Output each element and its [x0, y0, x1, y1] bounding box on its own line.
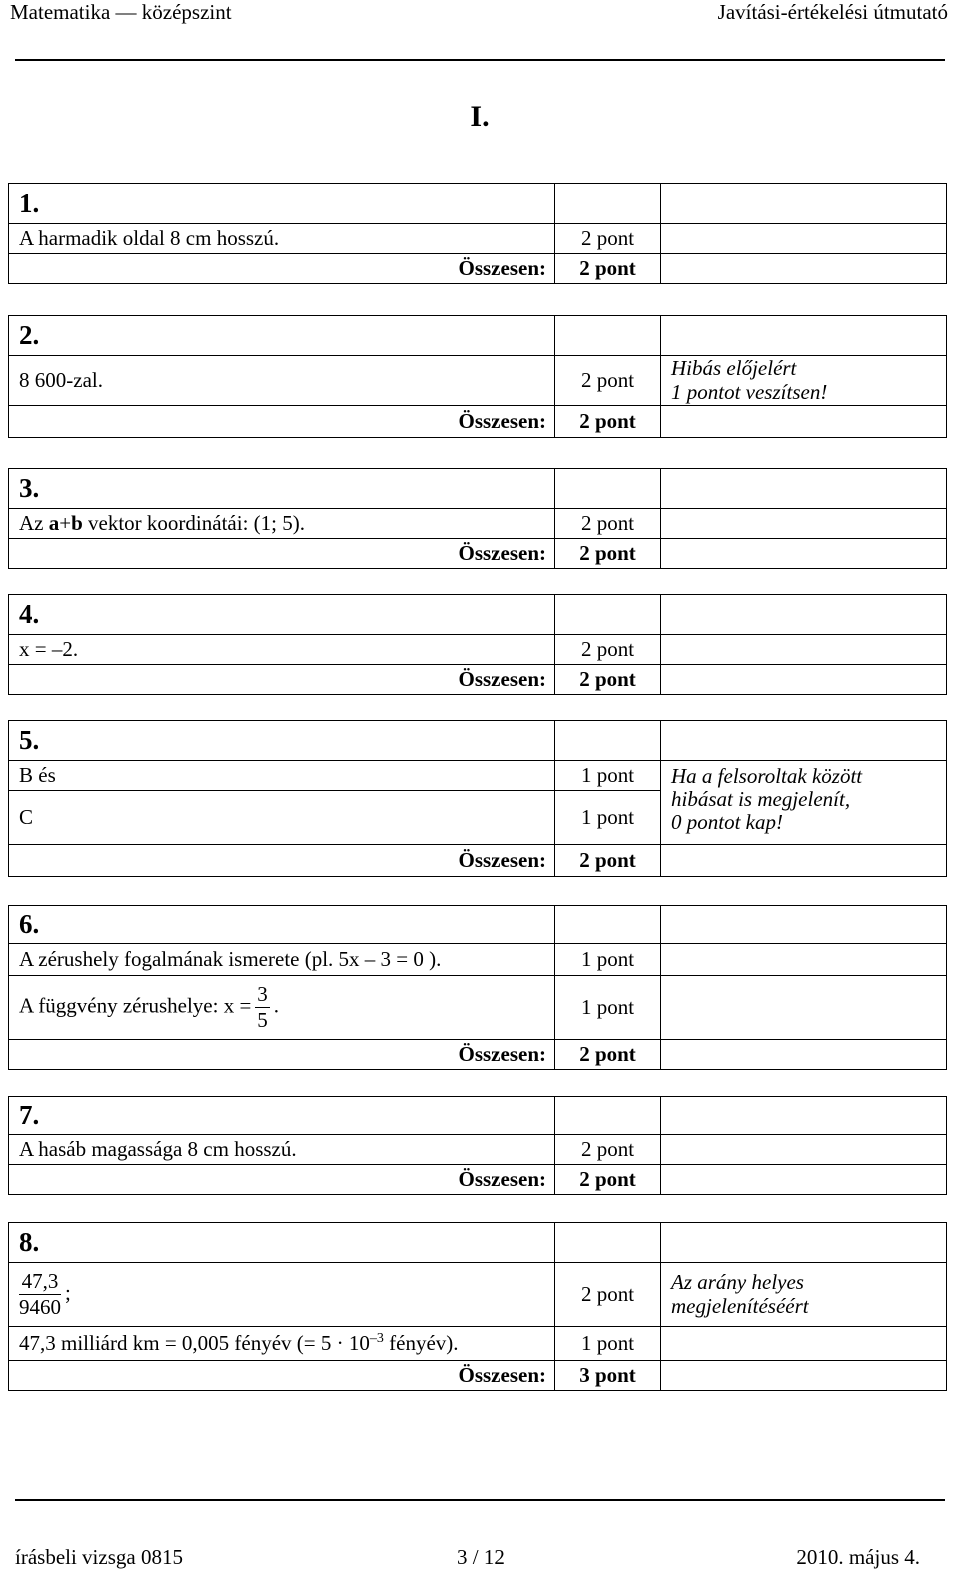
- footer-page-number: 3 / 12: [457, 1545, 505, 1569]
- question-6-table: [8, 905, 947, 1070]
- question-1-table: [8, 183, 947, 284]
- points: 1 pont: [555, 976, 661, 1040]
- question-number: 2.: [9, 316, 555, 356]
- points: 1 pont: [555, 791, 661, 845]
- question-number: 8.: [9, 1223, 555, 1263]
- total-points: 3 pont: [555, 1361, 661, 1391]
- header-doc-type: Javítási-értékelési útmutató: [717, 0, 948, 24]
- total-points: 2 pont: [555, 665, 661, 695]
- question-4-table: [8, 594, 947, 695]
- question-number: 4.: [9, 595, 555, 635]
- question-number: 5.: [9, 721, 555, 761]
- points: 1 pont: [555, 944, 661, 976]
- question-7-table: [8, 1096, 947, 1195]
- points: 2 pont: [555, 1263, 661, 1327]
- answer-text: A harmadik oldal 8 cm hosszú.: [9, 224, 555, 254]
- fraction: $\frac{3}{5}$: [257, 981, 268, 1032]
- question-8-table: [8, 1222, 947, 1391]
- fraction: $\frac{47,3}{9460}$: [19, 1268, 61, 1319]
- question-5-table: [8, 720, 947, 877]
- total-points: 2 pont: [555, 254, 661, 284]
- page-header: [10, 0, 948, 30]
- points: 2 pont: [555, 356, 661, 406]
- grading-note: Ha a felsoroltak között hibásat is megjelenít, 0 pontot kap!: [661, 761, 947, 845]
- total-points: 2 pont: [555, 539, 661, 569]
- total-points: 2 pont: [555, 1040, 661, 1070]
- question-number: 1.: [9, 184, 555, 224]
- total-points: 2 pont: [555, 1165, 661, 1195]
- header-divider: [15, 59, 945, 61]
- total-label: Összesen:: [9, 1165, 555, 1195]
- question-number: 7.: [9, 1097, 555, 1135]
- page-footer: [15, 1545, 920, 1575]
- section-title: I.: [470, 100, 490, 133]
- question-2-table: [8, 315, 947, 438]
- answer-text: A hasáb magassága 8 cm hosszú.: [9, 1135, 555, 1165]
- total-label: Összesen:: [9, 406, 555, 438]
- grading-note: Hibás előjelért 1 pontot veszítsen!: [661, 356, 947, 406]
- answer-text: C: [9, 791, 555, 845]
- points: 2 pont: [555, 224, 661, 254]
- total-label: Összesen:: [9, 1040, 555, 1070]
- answer-text: A függvény zérushelye: x = $\frac{3}{5}$ .: [9, 976, 555, 1040]
- footer-exam-code: írásbeli vizsga 0815: [15, 1545, 183, 1569]
- footer-date: 2010. május 4.: [796, 1545, 920, 1569]
- question-number: 3.: [9, 469, 555, 509]
- footer-divider: [15, 1499, 945, 1501]
- points: 1 pont: [555, 761, 661, 791]
- question-number: 6.: [9, 906, 555, 944]
- points: 2 pont: [555, 1135, 661, 1165]
- points: 2 pont: [555, 635, 661, 665]
- total-points: 2 pont: [555, 845, 661, 877]
- total-label: Összesen:: [9, 845, 555, 877]
- points: 2 pont: [555, 509, 661, 539]
- grading-note: Az arány helyes megjelenítéséért: [661, 1263, 947, 1327]
- answer-text: Az a+b vektor koordinátái: (1; 5).: [9, 509, 555, 539]
- answer-text: 47,3 milliárd km = 0,005 fényév (= $5 \cdot 10^{-3}$ fényév).: [9, 1327, 555, 1361]
- answer-text: A zérushely fogalmának ismerete (pl. 5x – 3 = 0 ).: [9, 944, 555, 976]
- total-points: 2 pont: [555, 406, 661, 438]
- answer-text: 8 600-zal.: [9, 356, 555, 406]
- header-subject: Matematika — középszint: [10, 0, 232, 24]
- points: 1 pont: [555, 1327, 661, 1361]
- answer-text: $\frac{47,3}{9460}$ ;: [9, 1263, 555, 1327]
- answer-text: B és: [9, 761, 555, 791]
- total-label: Összesen:: [9, 254, 555, 284]
- question-3-table: [8, 468, 947, 569]
- answer-text: x = –2.: [9, 635, 555, 665]
- total-label: Összesen:: [9, 665, 555, 695]
- total-label: Összesen:: [9, 539, 555, 569]
- total-label: Összesen:: [9, 1361, 555, 1391]
